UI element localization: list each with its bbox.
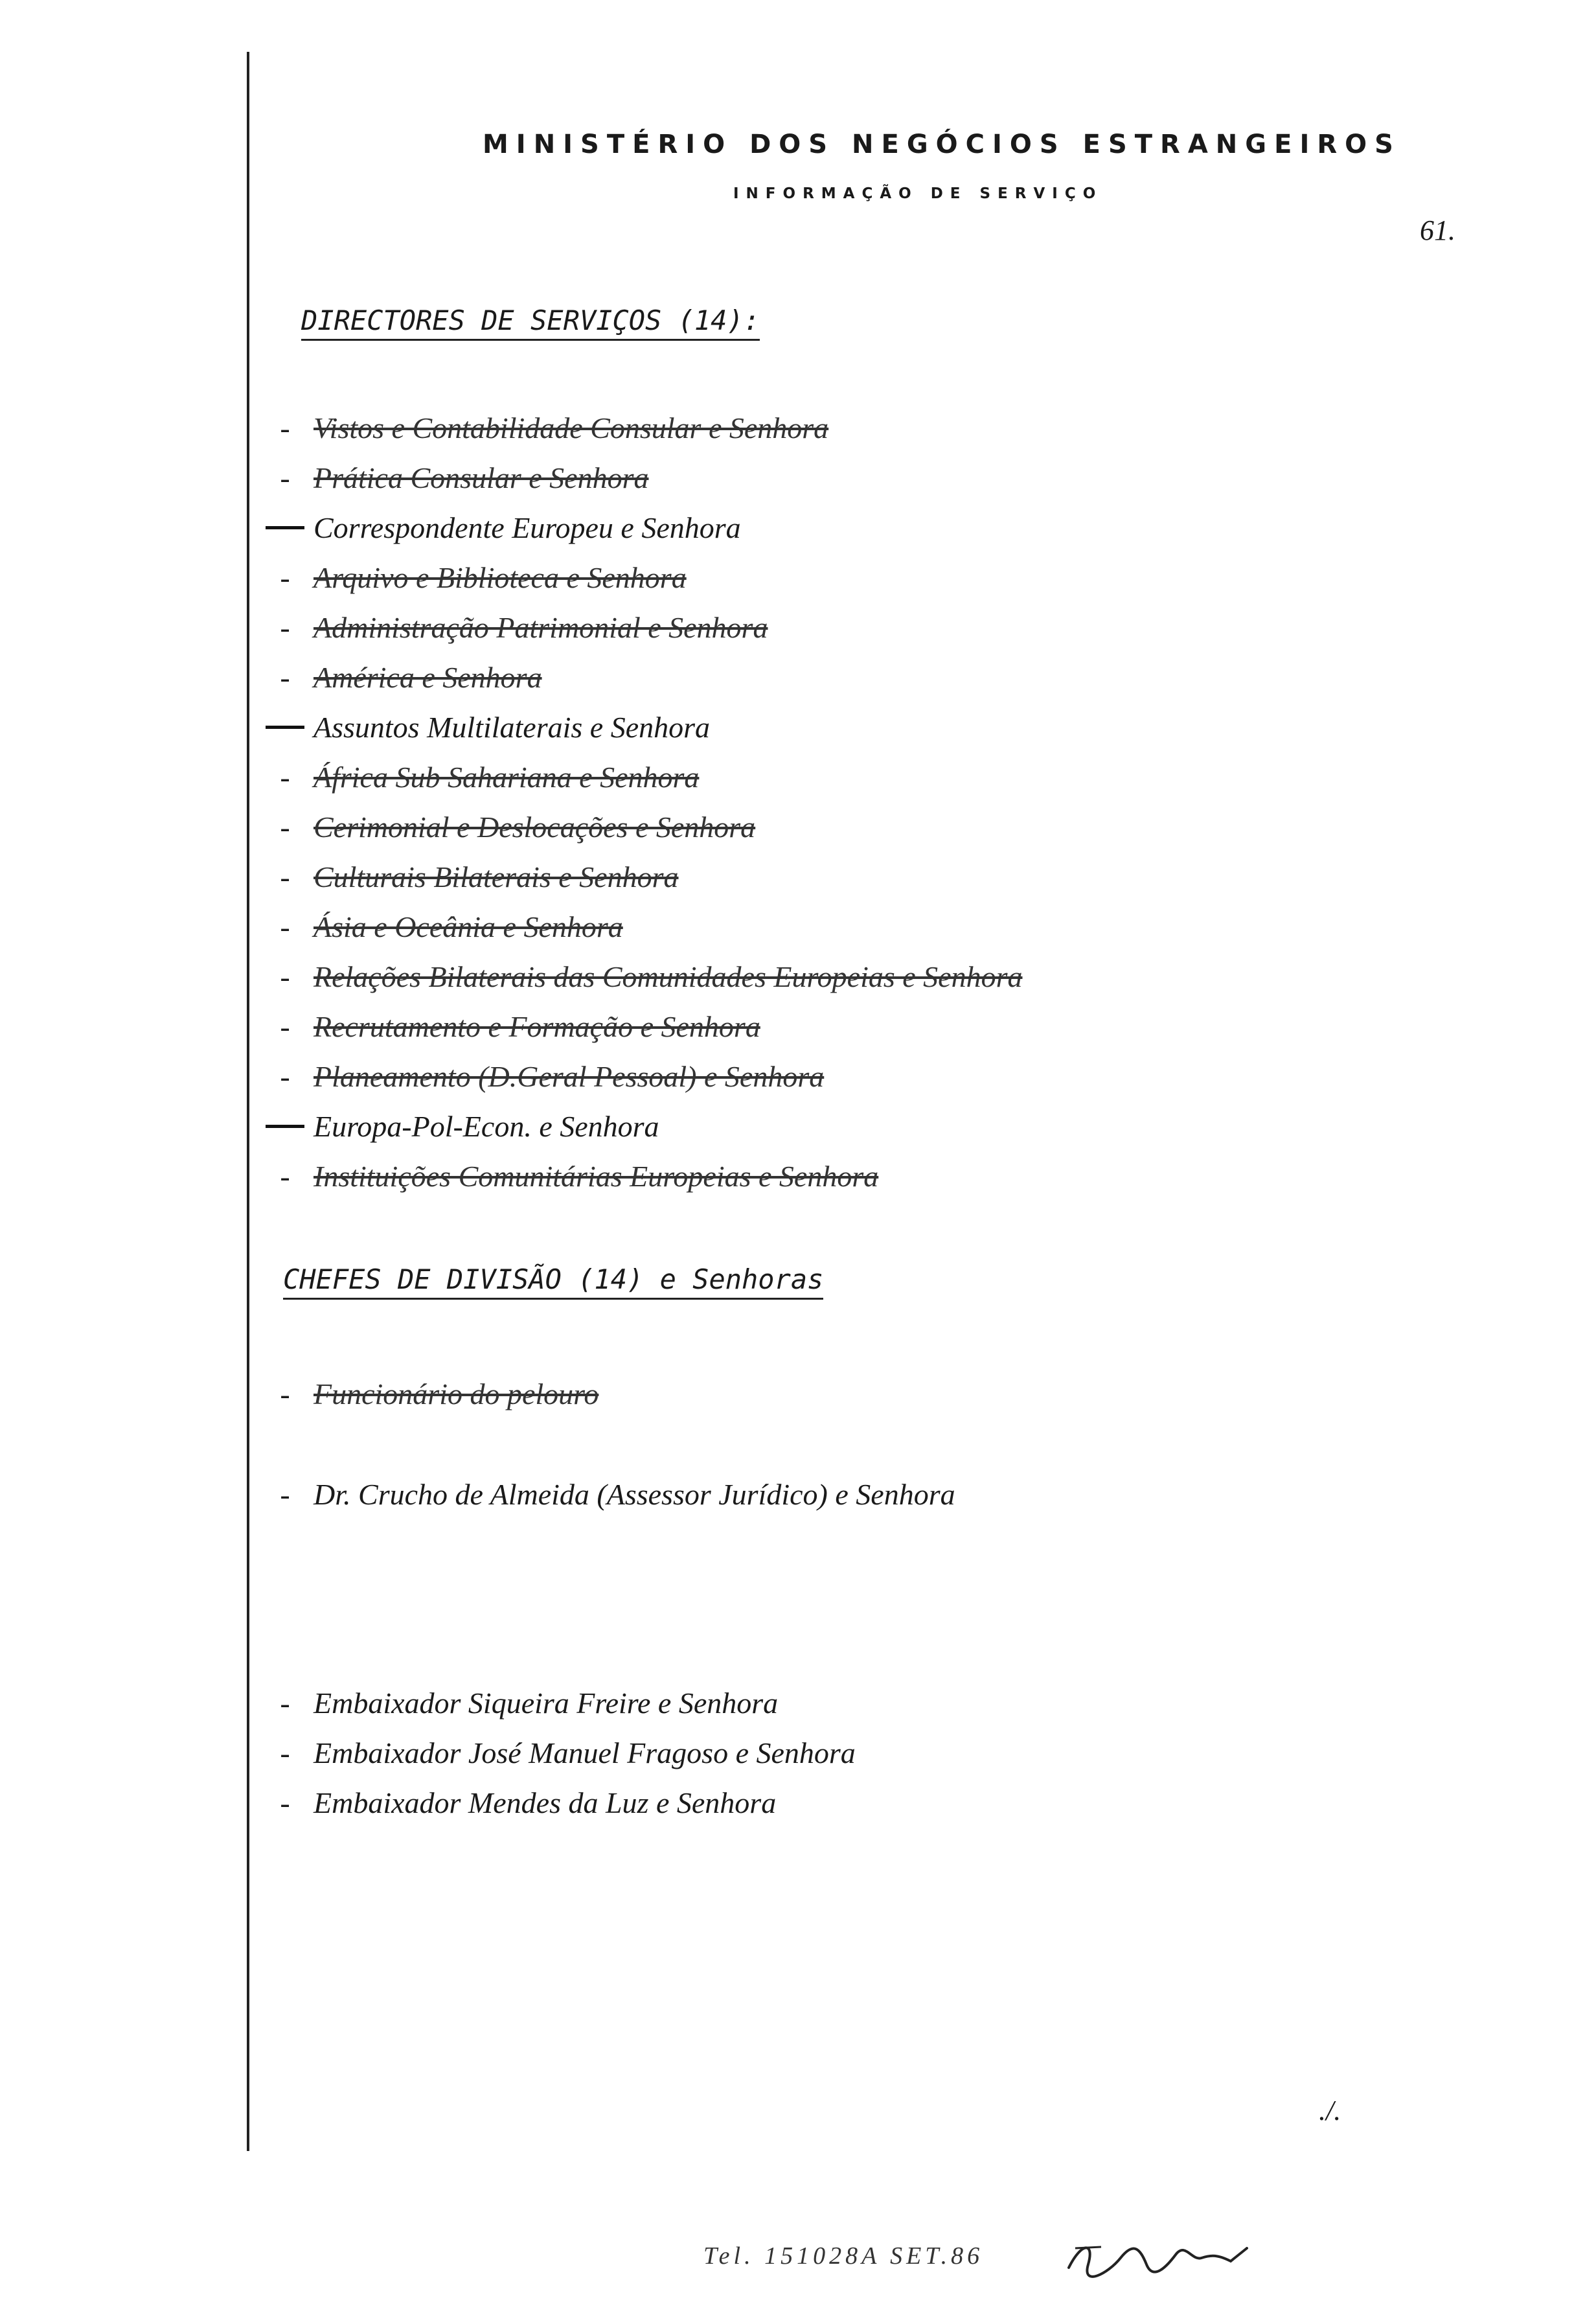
list-dash: - [280, 860, 290, 893]
list-item-text: Vistos e Contabilidade Consular e Senhora [314, 411, 829, 444]
list-item [266, 1728, 856, 1778]
list-item [266, 702, 1023, 752]
list-item [266, 902, 1023, 952]
footer-reference: Tel. 151028A SET.86 [703, 2242, 984, 2270]
left-margin-line [247, 52, 249, 2151]
list-item-text: Recrutamento e Formação e Senhora [314, 1010, 760, 1043]
list-item-text: Planeamento (D.Geral Pessoal) e Senhora [314, 1060, 825, 1093]
list-dash: - [280, 960, 290, 993]
funcionario-text: Funcionário do pelouro [314, 1377, 599, 1410]
list-item [266, 1002, 1023, 1052]
list-dash: - [280, 461, 290, 494]
page-number: 61. [1420, 214, 1455, 246]
list-item-text: Ásia e Oceânia e Senhora [314, 910, 623, 943]
list-dash: - [280, 761, 290, 794]
list-item-text: Culturais Bilaterais e Senhora [314, 860, 679, 893]
embaixadores-list [266, 1678, 856, 1828]
list-item [266, 1151, 1023, 1201]
list-item [266, 752, 1023, 802]
list-dash: - [280, 1377, 290, 1410]
document-subtitle: INFORMAÇÃO DE SERVIÇO [733, 185, 1103, 202]
list-item [266, 553, 1023, 603]
list-item-text: Embaixador José Manuel Fragoso e Senhora [314, 1736, 856, 1769]
list-item [266, 503, 1023, 553]
list-dash-marked [266, 526, 304, 529]
continuation-mark: ./. [1319, 2095, 1341, 2126]
list-item-text: Correspondente Europeu e Senhora [314, 511, 741, 544]
list-item [266, 1101, 1023, 1151]
list-dash: - [280, 1736, 290, 1769]
chefes-heading: CHEFES DE DIVISÃO (14) e Senhoras [283, 1263, 823, 1300]
list-dash: - [280, 1478, 290, 1511]
crucho-text: Dr. Crucho de Almeida (Assessor Jurídico) e Senhora [314, 1478, 955, 1511]
list-item [266, 652, 1023, 702]
signature-icon [1062, 2229, 1257, 2287]
list-item-text: Administração Patrimonial e Senhora [314, 611, 768, 644]
list-item [266, 1052, 1023, 1101]
directores-heading: DIRECTORES DE SERVIÇOS (14): [301, 305, 760, 341]
directores-list [266, 403, 1023, 1201]
list-item [266, 852, 1023, 902]
list-item-text: Europa-Pol-Econ. e Senhora [314, 1110, 659, 1143]
list-dash-marked [266, 726, 304, 729]
funcionario-line [266, 1377, 598, 1411]
list-dash: - [280, 561, 290, 594]
handwritten-signature [1062, 2229, 1257, 2290]
list-item-text: Assuntos Multilaterais e Senhora [314, 711, 711, 744]
list-dash-marked [266, 1125, 304, 1128]
list-item-text: Cerimonial e Deslocações e Senhora [314, 811, 756, 844]
list-item [266, 403, 1023, 453]
list-item-text: Embaixador Mendes da Luz e Senhora [314, 1786, 777, 1819]
list-item [266, 603, 1023, 652]
list-item-text: Embaixador Siqueira Freire e Senhora [314, 1686, 779, 1720]
list-item [266, 802, 1023, 852]
list-item [266, 952, 1023, 1002]
list-dash: - [280, 910, 290, 943]
list-item-text: Instituições Comunitárias Europeias e Senhora [314, 1160, 879, 1193]
list-dash: - [280, 661, 290, 694]
list-item-text: Relações Bilaterais das Comunidades Europeias e Senhora [314, 960, 1023, 993]
list-item-text: Prática Consular e Senhora [314, 461, 649, 494]
list-dash: - [280, 1010, 290, 1043]
list-dash: - [280, 1060, 290, 1093]
list-item-text: América e Senhora [314, 661, 542, 694]
list-item [266, 453, 1023, 503]
list-dash: - [280, 811, 290, 844]
list-dash: - [280, 411, 290, 444]
list-dash: - [280, 1160, 290, 1193]
list-item-text: África Sub Sahariana e Senhora [314, 761, 700, 794]
list-item-text: Arquivo e Biblioteca e Senhora [314, 561, 687, 594]
list-item [266, 1778, 856, 1828]
ministry-title: MINISTÉRIO DOS NEGÓCIOS ESTRANGEIROS [483, 130, 1401, 159]
crucho-line [266, 1477, 955, 1512]
list-dash: - [280, 1786, 290, 1819]
list-dash: - [280, 611, 290, 644]
list-dash: - [280, 1686, 290, 1720]
list-item [266, 1678, 856, 1728]
